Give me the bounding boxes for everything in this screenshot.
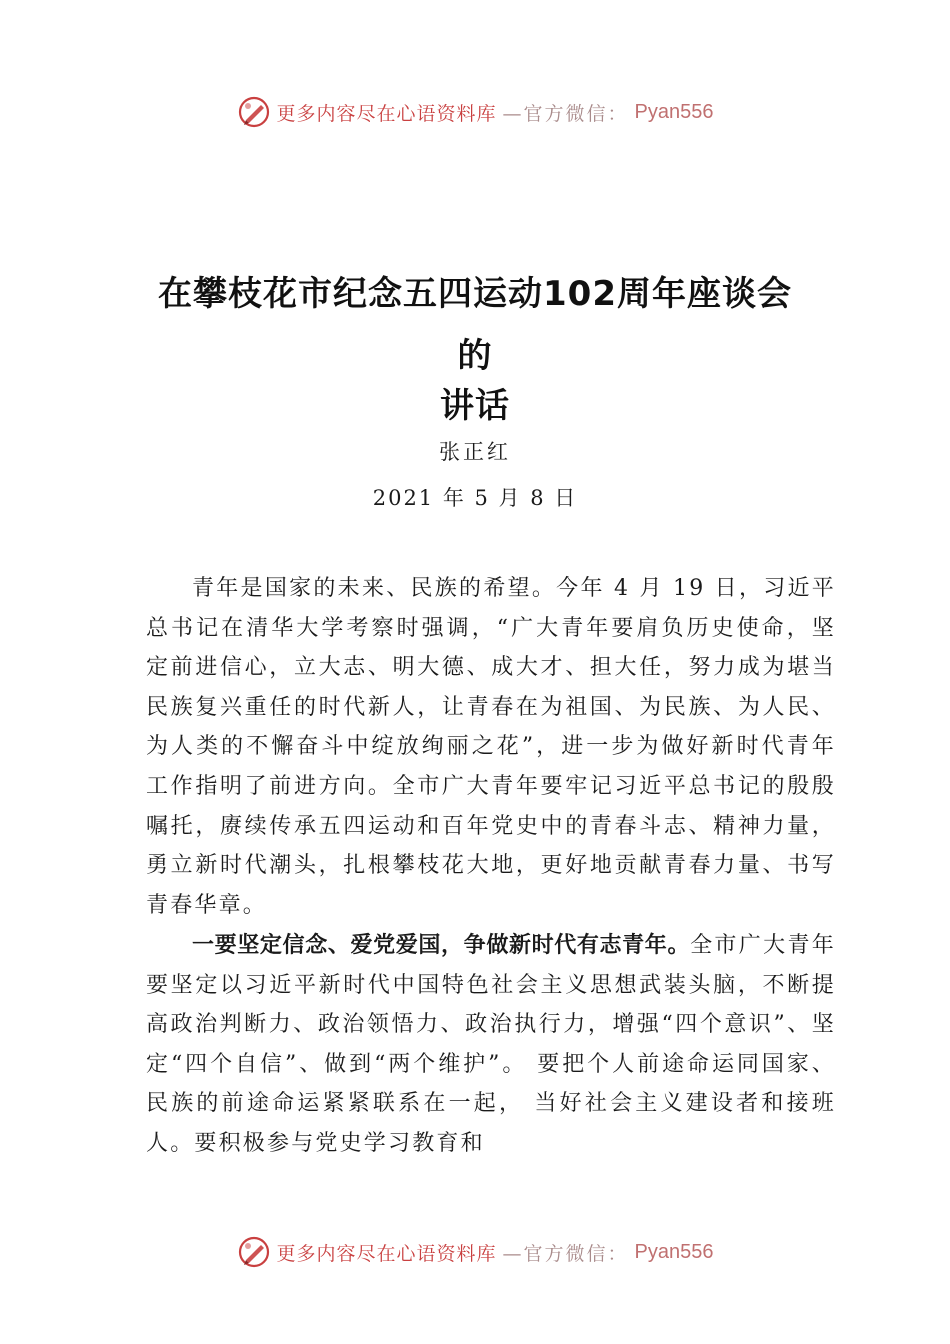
document-title-line-2: 的 — [457, 336, 493, 376]
banner-wechat-id: Pyan556 — [634, 1240, 714, 1263]
body-paragraph-1: 青年是国家的未来、民族的希望。今年 4 月 19 日，习近平总书记在清华大学考察时强调，“广大青年要肩负历史使命，坚定前进信心，立大志、明大德、成大才、担大任，努力成为堪当民族复兴重任的时代新人，让青春在为祖国、为民族、为人民、为人类的不懈奋斗中绽放绚丽之花”，进一步为做好新时代青年工作指明了前进方向。全市广大青年要牢记习近平总书记的殷殷嘱托，赓续传承五四运动和百年党史中的青春斗志、精神力量，勇立新时代潮头，扎根攀枝花大地，更好地贡献青春力量、书写青春华章。 — [146, 576, 836, 918]
paragraph-2-lead-heading: 一要坚定信念、爱党爱国，争做新时代有志青年。 — [192, 933, 691, 958]
banner-separator-text: —官方微信： — [502, 1242, 629, 1265]
body-paragraph-2 — [146, 926, 836, 1164]
document-author: 张正红 — [439, 440, 511, 464]
banner-wechat-id: Pyan556 — [634, 100, 714, 123]
footer-watermark-banner — [0, 1232, 950, 1272]
header-watermark-banner — [0, 92, 950, 132]
document-title-line-3: 讲话 — [440, 386, 510, 426]
banner-separator-text: —官方微信： — [502, 102, 629, 125]
pen-logo-icon — [237, 95, 271, 129]
banner-main-text: 更多内容尽在心语资料库 — [276, 1242, 497, 1265]
document-date: 2021 年 5 月 8 日 — [372, 486, 578, 510]
paragraph-2-body: 全市广大青年要坚定以习近平新时代中国特色社会主义思想武装头脑，不断提高政治判断力、政治领悟力、政治执行力，增强“四个意识”、坚定“四个自信”、做到“两个维护”。 要把个人前途命运同国家、民族的前途命运紧紧联系在一起， 当好社会主义建设者和接班人。要积极参与党史学习教育和 — [146, 933, 836, 1156]
pen-logo-icon — [237, 1235, 271, 1269]
banner-main-text: 更多内容尽在心语资料库 — [276, 102, 497, 125]
document-title-line-1: 在攀枝花市纪念五四运动102周年座谈会 — [158, 274, 792, 314]
